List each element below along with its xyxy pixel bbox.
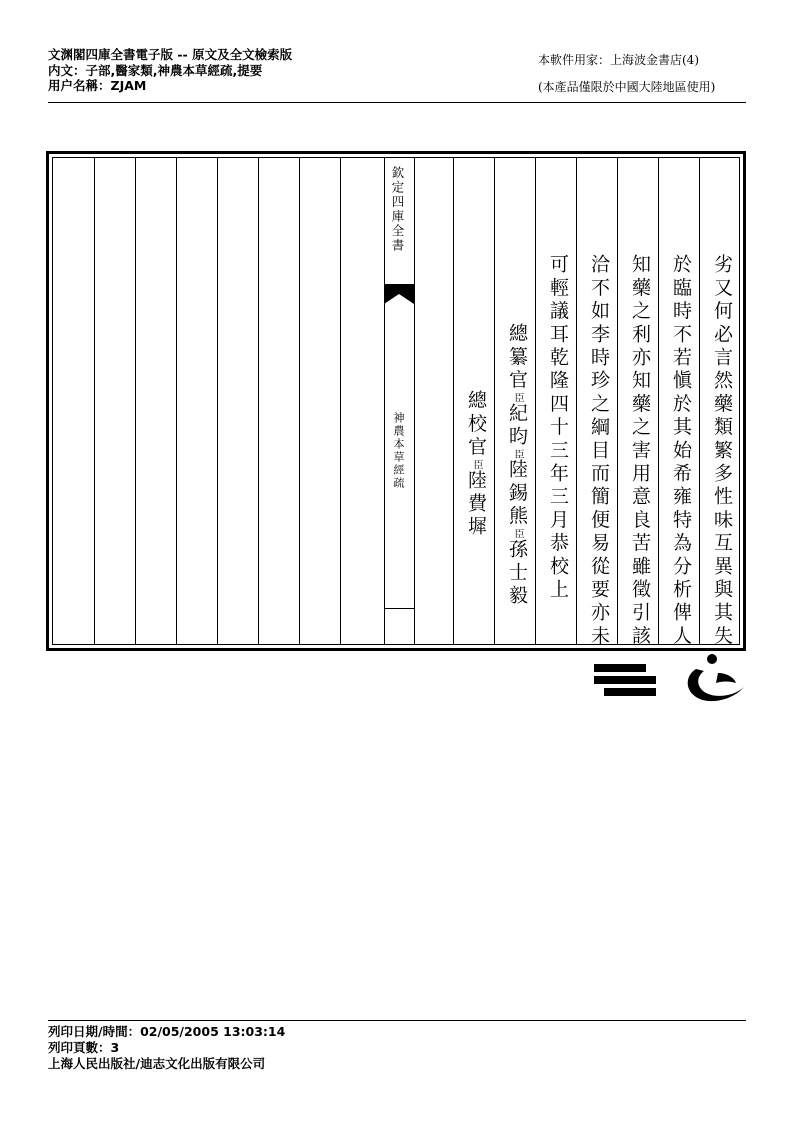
text-column-2 bbox=[663, 158, 699, 649]
editors-line bbox=[507, 323, 527, 608]
banxin-title: 欽定四庫全書 bbox=[390, 166, 405, 253]
official-mark: 臣 bbox=[471, 459, 482, 470]
column-rule bbox=[414, 158, 415, 644]
column-rule bbox=[340, 158, 341, 644]
text-column-4 bbox=[581, 158, 617, 649]
column-rule bbox=[299, 158, 300, 644]
publisher-logo-c-icon bbox=[682, 653, 746, 705]
text-column-content: 知藥之利亦知藥之害用意良苦雖徵引該 bbox=[629, 254, 651, 649]
column-rule bbox=[494, 158, 495, 644]
banxin bbox=[384, 158, 414, 644]
header-title: 文渊閣四庫全書電子版 -- 原文及全文檢索版 bbox=[48, 47, 293, 62]
footer-info bbox=[48, 1024, 285, 1072]
proofreader-line bbox=[466, 390, 486, 539]
text-column-1 bbox=[704, 158, 740, 649]
footer-divider bbox=[48, 1020, 746, 1021]
column-rule bbox=[617, 158, 618, 644]
column-rule bbox=[576, 158, 577, 644]
column-rule bbox=[453, 158, 454, 644]
text-column-content: 可輕議耳乾隆四十三年三月恭校上 bbox=[547, 254, 569, 602]
text-column-proofreader bbox=[458, 158, 494, 644]
header-divider bbox=[48, 102, 746, 103]
official-mark: 臣 bbox=[512, 392, 523, 403]
proofreader-title: 總校官 bbox=[465, 390, 487, 460]
text-column-content: 劣又何必言然藥類繁多性味互異與其失 bbox=[711, 254, 733, 649]
publisher-logo-s-icon bbox=[592, 660, 658, 700]
official-mark: 臣 bbox=[512, 449, 523, 460]
fish-tail-icon bbox=[384, 284, 414, 304]
header-region-note: (本產品僅限於中國大陸地區使用) bbox=[538, 80, 716, 94]
footer-page-count: 列印頁數：3 bbox=[48, 1040, 120, 1055]
column-rule bbox=[535, 158, 536, 644]
header-content-path: 内文：子部,醫家類,神農本草經疏,提要 bbox=[48, 62, 263, 78]
banxin-rule bbox=[384, 608, 414, 609]
column-rule bbox=[699, 158, 700, 644]
official-mark: 臣 bbox=[512, 528, 523, 539]
editor-name: 孫士毅 bbox=[506, 538, 528, 609]
logo-s-label: S bbox=[592, 660, 593, 661]
book-page-frame bbox=[46, 151, 746, 651]
text-column-3 bbox=[622, 158, 658, 649]
logo-c-label: C bbox=[682, 653, 683, 654]
text-column-5 bbox=[540, 158, 576, 644]
column-rule bbox=[94, 158, 95, 644]
footer-publisher: 上海人民出版社/迪志文化出版有限公司 bbox=[48, 1056, 266, 1071]
text-column-editors bbox=[499, 158, 535, 644]
footer-print-datetime: 列印日期/時間：02/05/2005 13:03:14 bbox=[48, 1024, 286, 1039]
text-column-content: 於臨時不若愼於其始希雍特為分析俾人 bbox=[670, 254, 692, 649]
column-rule bbox=[217, 158, 218, 644]
editor-name: 陸錫熊 bbox=[506, 459, 528, 529]
banxin-book-title: 神農本草經疏 bbox=[392, 412, 405, 490]
editor-name: 紀昀 bbox=[506, 402, 528, 450]
book-page-inner bbox=[52, 157, 740, 649]
column-rule bbox=[658, 158, 659, 644]
column-rule bbox=[135, 158, 136, 644]
column-rule bbox=[258, 158, 259, 644]
column-rule bbox=[176, 158, 177, 644]
header-username: 用户名稱：ZJAM bbox=[48, 78, 147, 93]
editor-title: 總纂官 bbox=[506, 323, 528, 393]
text-column-content: 洽不如李時珍之綱目而簡便易從要亦未 bbox=[588, 254, 610, 649]
header-license bbox=[538, 47, 715, 101]
header-info bbox=[48, 47, 292, 94]
header-licensee: 本軟件用家：上海波金書店(4) bbox=[538, 53, 699, 67]
proofreader-name: 陸費墀 bbox=[465, 469, 487, 540]
